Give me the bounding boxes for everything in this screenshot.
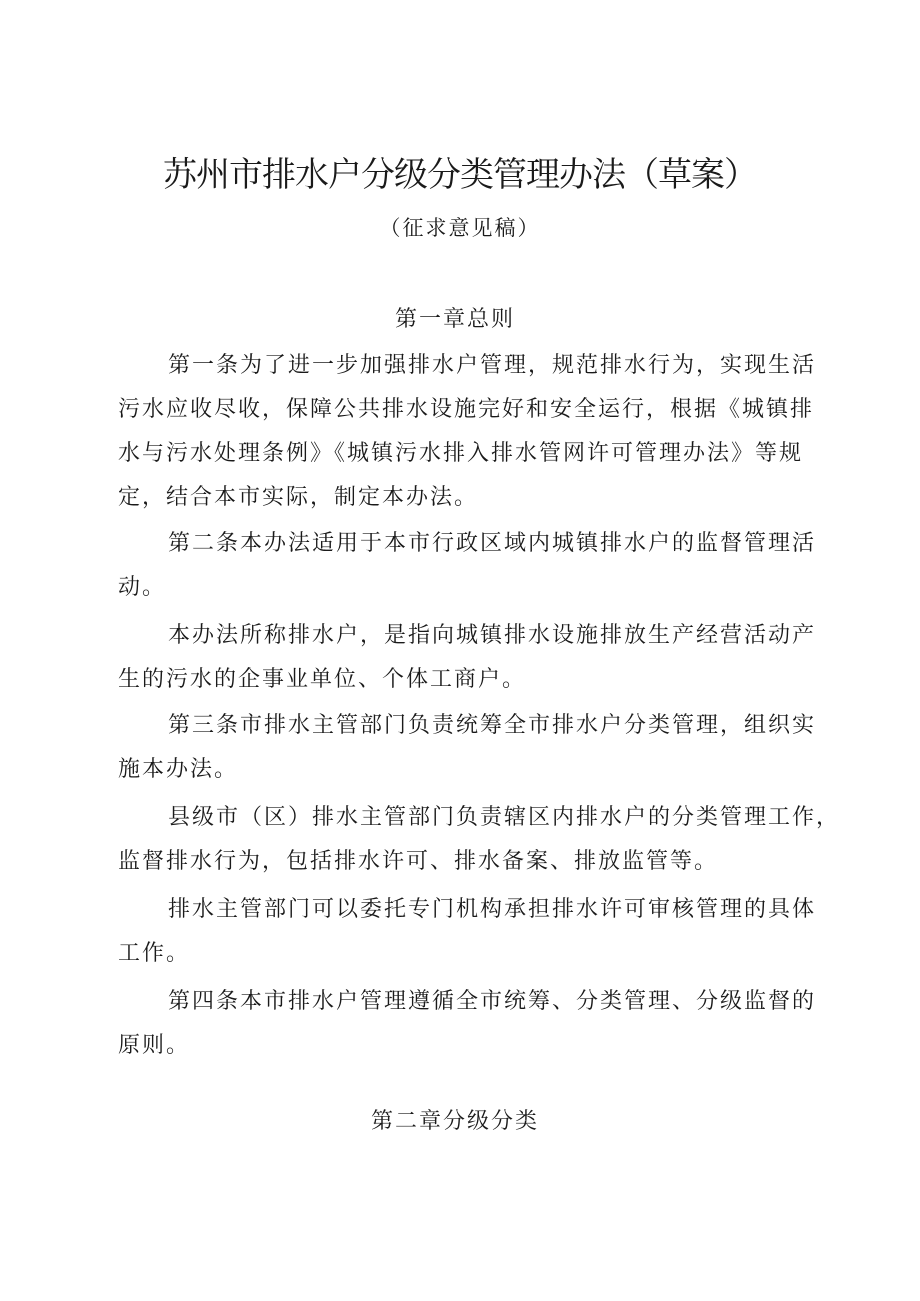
document-title: 苏州市排水户分级分类管理办法（草案） (163, 155, 757, 195)
paragraph-line: 污水应收尽收，保障公共排水设施完好和安全运行，根据《城镇排 (118, 397, 815, 422)
paragraph-line: 第三条市排水主管部门负责统筹全市排水户分类管理，组织实 (168, 713, 817, 738)
article-3-paragraph (118, 704, 817, 792)
document-subtitle: （征求意见稿） (379, 216, 541, 240)
paragraph-line: 本办法所称排水户，是指向城镇排水设施排放生产经营活动产 (168, 623, 817, 648)
county-department-paragraph (118, 796, 841, 884)
paragraph-line: 原则。 (118, 1033, 191, 1058)
paragraph-line: 第四条本市排水户管理遵循全市统筹、分类管理、分级监督的 (168, 989, 817, 1014)
paragraph-line: 县级市（区）排水主管部门负责辖区内排水户的分类管理工作， (168, 805, 841, 830)
paragraph-line: 第二条本办法适用于本市行政区域内城镇排水户的监督管理活 (168, 531, 817, 556)
drainage-user-definition-paragraph (118, 614, 817, 702)
article-1-paragraph (118, 344, 817, 520)
delegation-paragraph (118, 888, 817, 976)
article-2-paragraph (118, 522, 817, 610)
chapter-heading-1: 第一章总则 (394, 307, 515, 332)
paragraph-line: 监督排水行为，包括排水许可、排水备案、排放监管等。 (118, 849, 719, 874)
paragraph-line: 生的污水的企事业单位、个体工商户。 (118, 667, 527, 692)
paragraph-line: 动。 (118, 575, 167, 600)
chapter-heading-2: 第二章分级分类 (370, 1109, 539, 1134)
paragraph-line: 工作。 (118, 941, 191, 966)
paragraph-line: 施本办法。 (118, 757, 239, 782)
paragraph-line: 水与污水处理条例》《城镇污水排入排水管网许可管理办法》等规 (118, 441, 804, 466)
paragraph-line: 定，结合本市实际，制定本办法。 (118, 485, 479, 510)
paragraph-line: 第一条为了进一步加强排水户管理，规范排水行为，实现生活 (168, 353, 817, 378)
article-4-paragraph (118, 980, 817, 1068)
paragraph-line: 排水主管部门可以委托专门机构承担排水许可审核管理的具体 (168, 897, 817, 922)
